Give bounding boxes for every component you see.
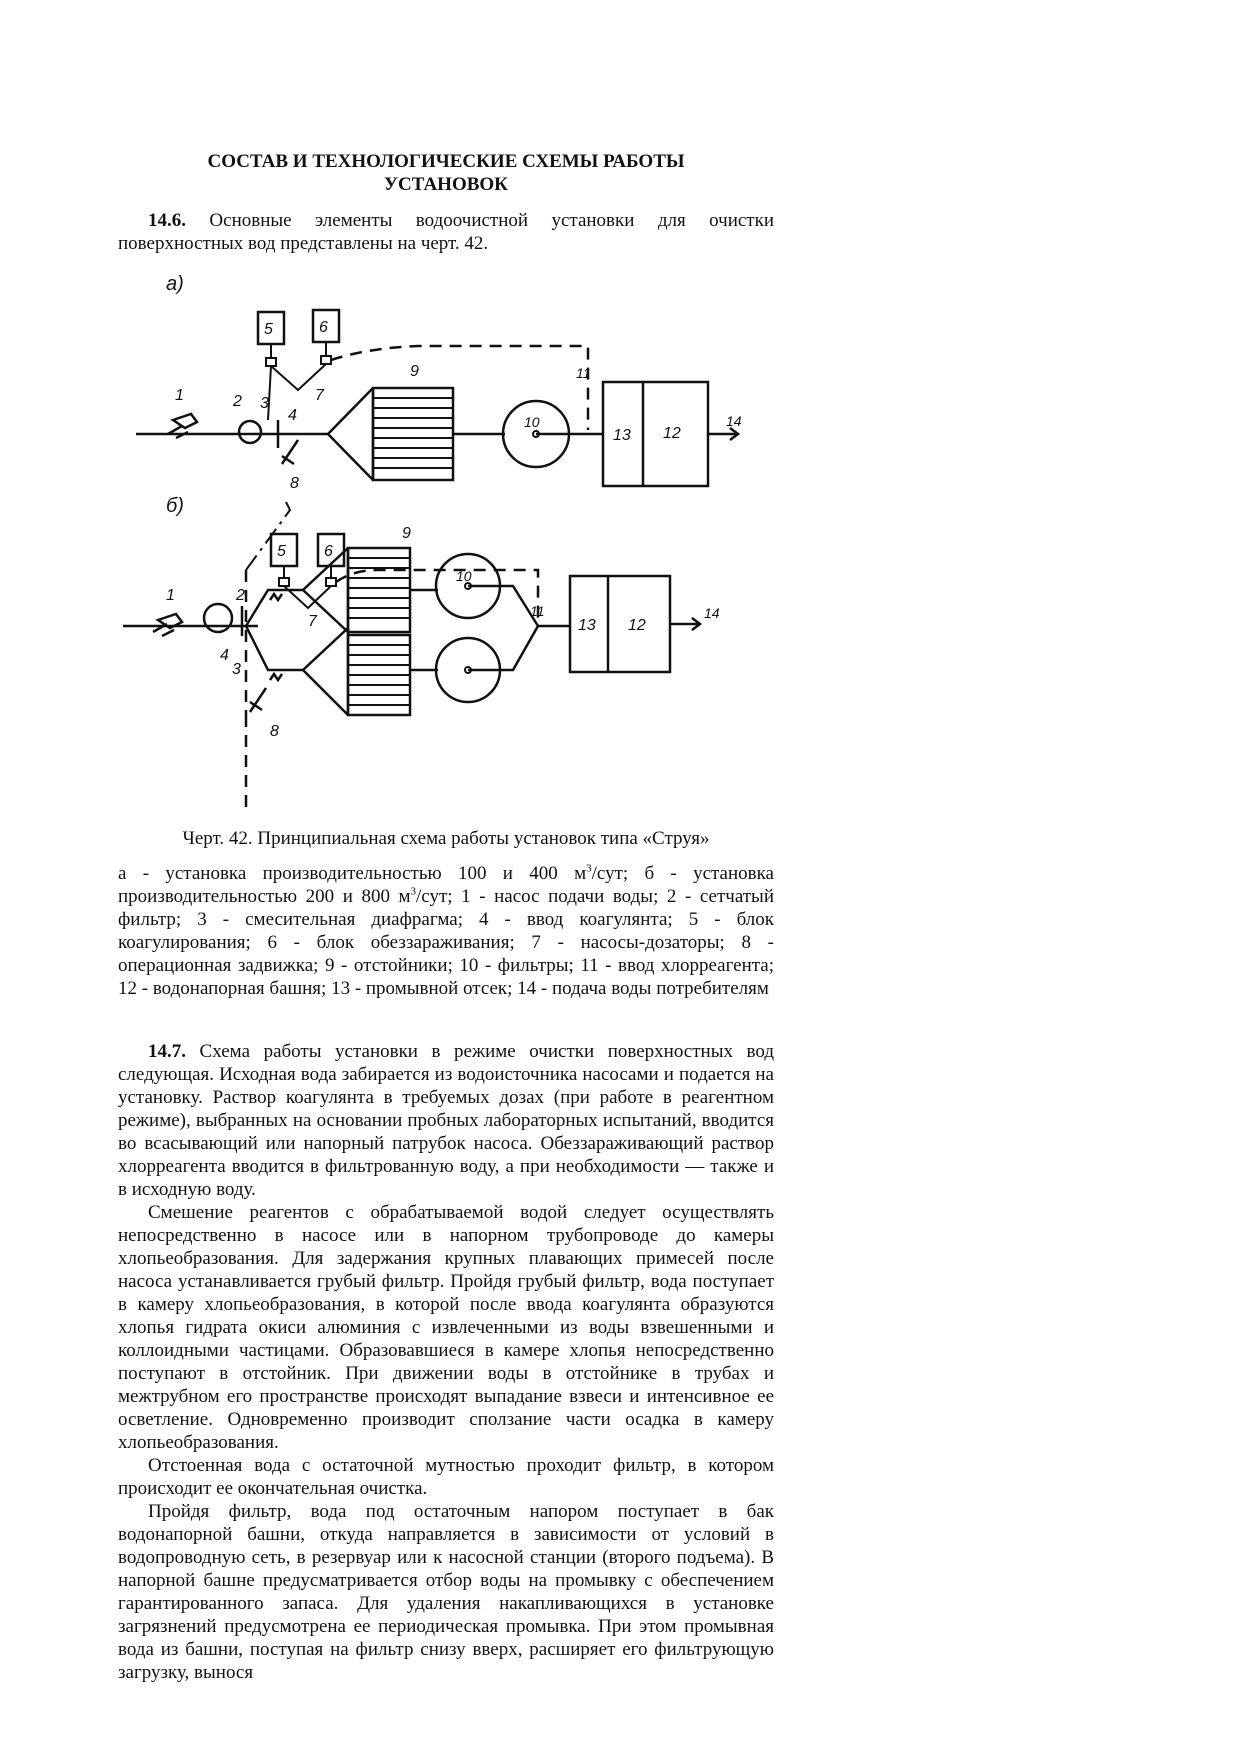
label-a-3: 3: [260, 395, 269, 412]
label-b-8: 8: [270, 723, 279, 740]
settler-9-lower-icon: [348, 635, 410, 715]
mesh-filter-icon: [204, 604, 232, 632]
heading-line-2: УСТАНОВОК: [384, 174, 508, 195]
heading-line-1: СОСТАВ И ТЕХНОЛОГИЧЕСКИЕ СХЕМЫ РАБОТЫ: [207, 151, 685, 172]
diagram-b-label: б): [166, 495, 184, 517]
label-a-9: 9: [410, 363, 419, 380]
label-b-5: 5: [277, 543, 286, 560]
legend-sup-2: 3: [410, 885, 417, 898]
label-a-14: 14: [726, 413, 742, 429]
paragraph-14-6: [118, 209, 774, 255]
label-b-9: 9: [402, 525, 411, 542]
label-a-13: 13: [613, 427, 631, 444]
section-heading: [118, 150, 774, 196]
label-a-6: 6: [319, 319, 328, 336]
label-a-7: 7: [315, 387, 324, 404]
label-a-11: 11: [576, 365, 591, 381]
paragraph-text: Схема работы установки в режиме очистки поверхностных вод следующая. Исходная вода забирается из водоисточника насосами и подается на установку. Раствор коагулянта в требуемых дозах (при работе в реагентном режиме), выбранных на основании пробных лабораторных испытаний, вводится во всасывающий или напорный патрубок насоса. Обеззараживающий раствор хлорреагента вводится в фильтрованную воду, а при необходимости — также и в исходную воду.: [118, 1041, 774, 1200]
valve-8-b-icon: [250, 688, 266, 712]
paragraph-text: Основные элементы водоочистной установки для очистки поверхностных вод представлены на черт. 42.: [118, 210, 774, 254]
label-a-4: 4: [288, 407, 297, 424]
label-a-5: 5: [264, 321, 273, 338]
label-b-7: 7: [308, 613, 317, 630]
diagram-a: [136, 310, 738, 486]
paragraph-settled-water: Отстоенная вода с остаточной мутностью проходит фильтр, в котором происходит ее окончательная очистка.: [118, 1455, 774, 1499]
legend-part-1: а - установка производительностью 100 и 400 м: [118, 863, 587, 884]
figure-legend: [118, 862, 774, 1000]
label-a-10: 10: [524, 414, 540, 430]
label-a-1: 1: [175, 387, 184, 404]
label-a-8: 8: [290, 475, 299, 492]
legend-sup-1: 3: [586, 862, 592, 875]
paragraph-number: 14.6.: [148, 210, 186, 231]
legend-part-2: /сут; б - установка производительностью 200 и 800 м: [118, 863, 774, 907]
label-b-12: 12: [628, 617, 646, 634]
label-a-12: 12: [663, 425, 681, 442]
paragraph-number: 14.7.: [148, 1041, 186, 1062]
legend-part-3: /сут; 1 - насос подачи воды; 2 - сетчатый фильтр; 3 - смесительная диафрагма; 4 - ввод коагулянта; 5 - блок коагулирования; 6 - блок обеззараживания; 7 - насосы-дозаторы; 8 - операционная задвижка; 9 - отстойники; 10 - фильтры; 11 - ввод хлорреагента; 12 - водонапорная башня; 13 - промывной отсек; 14 - подача воды потребителям: [118, 886, 774, 999]
paragraph-14-7: [118, 1040, 774, 1201]
label-b-11: 11: [530, 603, 545, 619]
diagram-a-label: а): [166, 273, 184, 295]
paragraph-after-filter: Пройдя фильтр, вода под остаточным напором поступает в бак водонапорной башни, откуда направляется в зависимости от условий в водопроводную сеть, в резервуар или к насосной станции (второго подъема). В напорной башне предусматривается отбор воды на промывку с обеспечением гарантированного запаса. Для удаления накапливающихся в установке загрязнений предусмотрена ее периодическая промывка. При этом промывная вода из башни, поступая на фильтр снизу вверх, расширяет его фильтрующую загрузку, вынося: [118, 1501, 774, 1683]
paragraph-mixing: Смешение реагентов с обрабатываемой водой следует осуществлять непосредственно в насосе или в напорном трубопроводе до камеры хлопьеобразования. Для задержания крупных плавающих примесей после насоса устанавливается грубый фильтр. Пройдя грубый фильтр, вода поступает в камеру хлопьеобразования, в которой после ввода коагулянта образуются хлопья гидрата окиси алюминия с извлеченными из воды взвешенными и коллоидными частицами. Образовавшиеся в камере хлопья непосредственно поступают в отстойник. При движении воды в отстойнике в трубах и межтрубном его пространстве происходят выпадание взвеси и интенсивное ее осветление. Одновременно производит сползание части осадка в камеру хлопьеобразования.: [118, 1202, 774, 1453]
label-b-1: 1: [166, 587, 175, 604]
label-b-4: 4: [220, 647, 229, 664]
diagram-b: [123, 502, 700, 815]
mesh-filter-icon: [239, 421, 261, 443]
valve-8-icon: [282, 440, 298, 464]
label-b-14: 14: [704, 605, 720, 621]
settler-9-upper-icon: [348, 548, 410, 632]
label-b-6: 6: [324, 543, 333, 560]
figure-42-diagram: [118, 270, 778, 815]
settler-9-icon: [373, 388, 453, 480]
label-a-2: 2: [233, 393, 242, 410]
label-b-13: 13: [578, 617, 596, 634]
label-b-3: 3: [232, 661, 241, 678]
figure-caption: Черт. 42. Принципиальная схема работы установок типа «Струя»: [182, 828, 710, 849]
label-b-2: 2: [236, 587, 245, 604]
label-b-10: 10: [456, 568, 472, 584]
